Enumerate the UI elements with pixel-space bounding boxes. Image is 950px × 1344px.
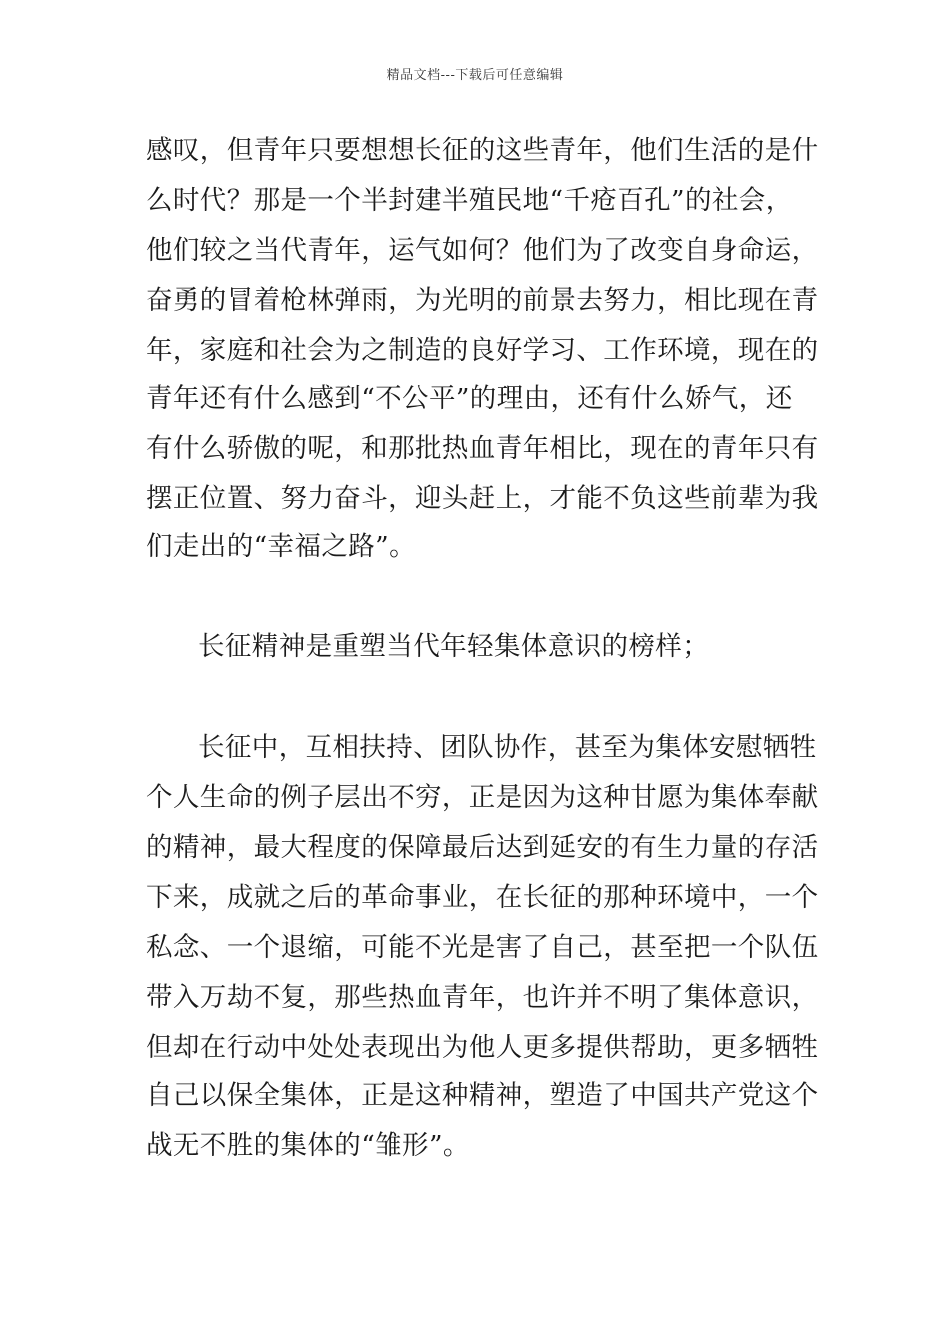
page-header: 精品文档---下载后可任意编辑 [386,68,564,83]
text-line: 个人生命的例子层出不穷，正是因为这种甘愿为集体奉献 [146,782,819,813]
text-line: 自己以保全集体，正是这种精神，塑造了中国共产党这个 [146,1080,819,1111]
text-line: 他们较之当代青年，运气如何？他们为了改变自身命运， [146,235,819,266]
text-line: 们走出的“幸福之路”。 [146,531,416,562]
text-line: 么时代？那是一个半封建半殖民地“千疮百孔”的社会， [146,185,793,216]
text-line: 的精神，最大程度的保障最后达到延安的有生力量的存活 [146,832,819,863]
text-line: 但却在行动中处处表现出为他人更多提供帮助，更多牺牲 [146,1032,819,1063]
text-line: 私念、一个退缩，可能不光是害了自己，甚至把一个队伍 [146,932,819,963]
text-line: 青年还有什么感到“不公平”的理由，还有什么娇气，还 [146,383,793,414]
text-line: 战无不胜的集体的“雏形”。 [146,1130,470,1161]
text-line: 摆正位置、努力奋斗，迎头赶上，才能不负这些前辈为我 [146,483,819,514]
text-line: 感叹，但青年只要想想长征的这些青年，他们生活的是什 [146,135,819,166]
text-line: 奋勇的冒着枪林弹雨，为光明的前景去努力，相比现在青 [146,285,819,316]
text-line: 有什么骄傲的呢，和那批热血青年相比，现在的青年只有 [146,433,819,464]
text-line: 下来，成就之后的革命事业，在长征的那种环境中，一个 [146,882,819,913]
section-heading: 长征精神是重塑当代年轻集体意识的榜样； [198,631,710,662]
text-line: 长征中，互相扶持、团队协作，甚至为集体安慰牺牲 [198,732,817,763]
text-line: 年，家庭和社会为之制造的良好学习、工作环境，现在的 [146,335,819,366]
text-line: 带入万劫不复，那些热血青年，也许并不明了集体意识， [146,982,819,1013]
